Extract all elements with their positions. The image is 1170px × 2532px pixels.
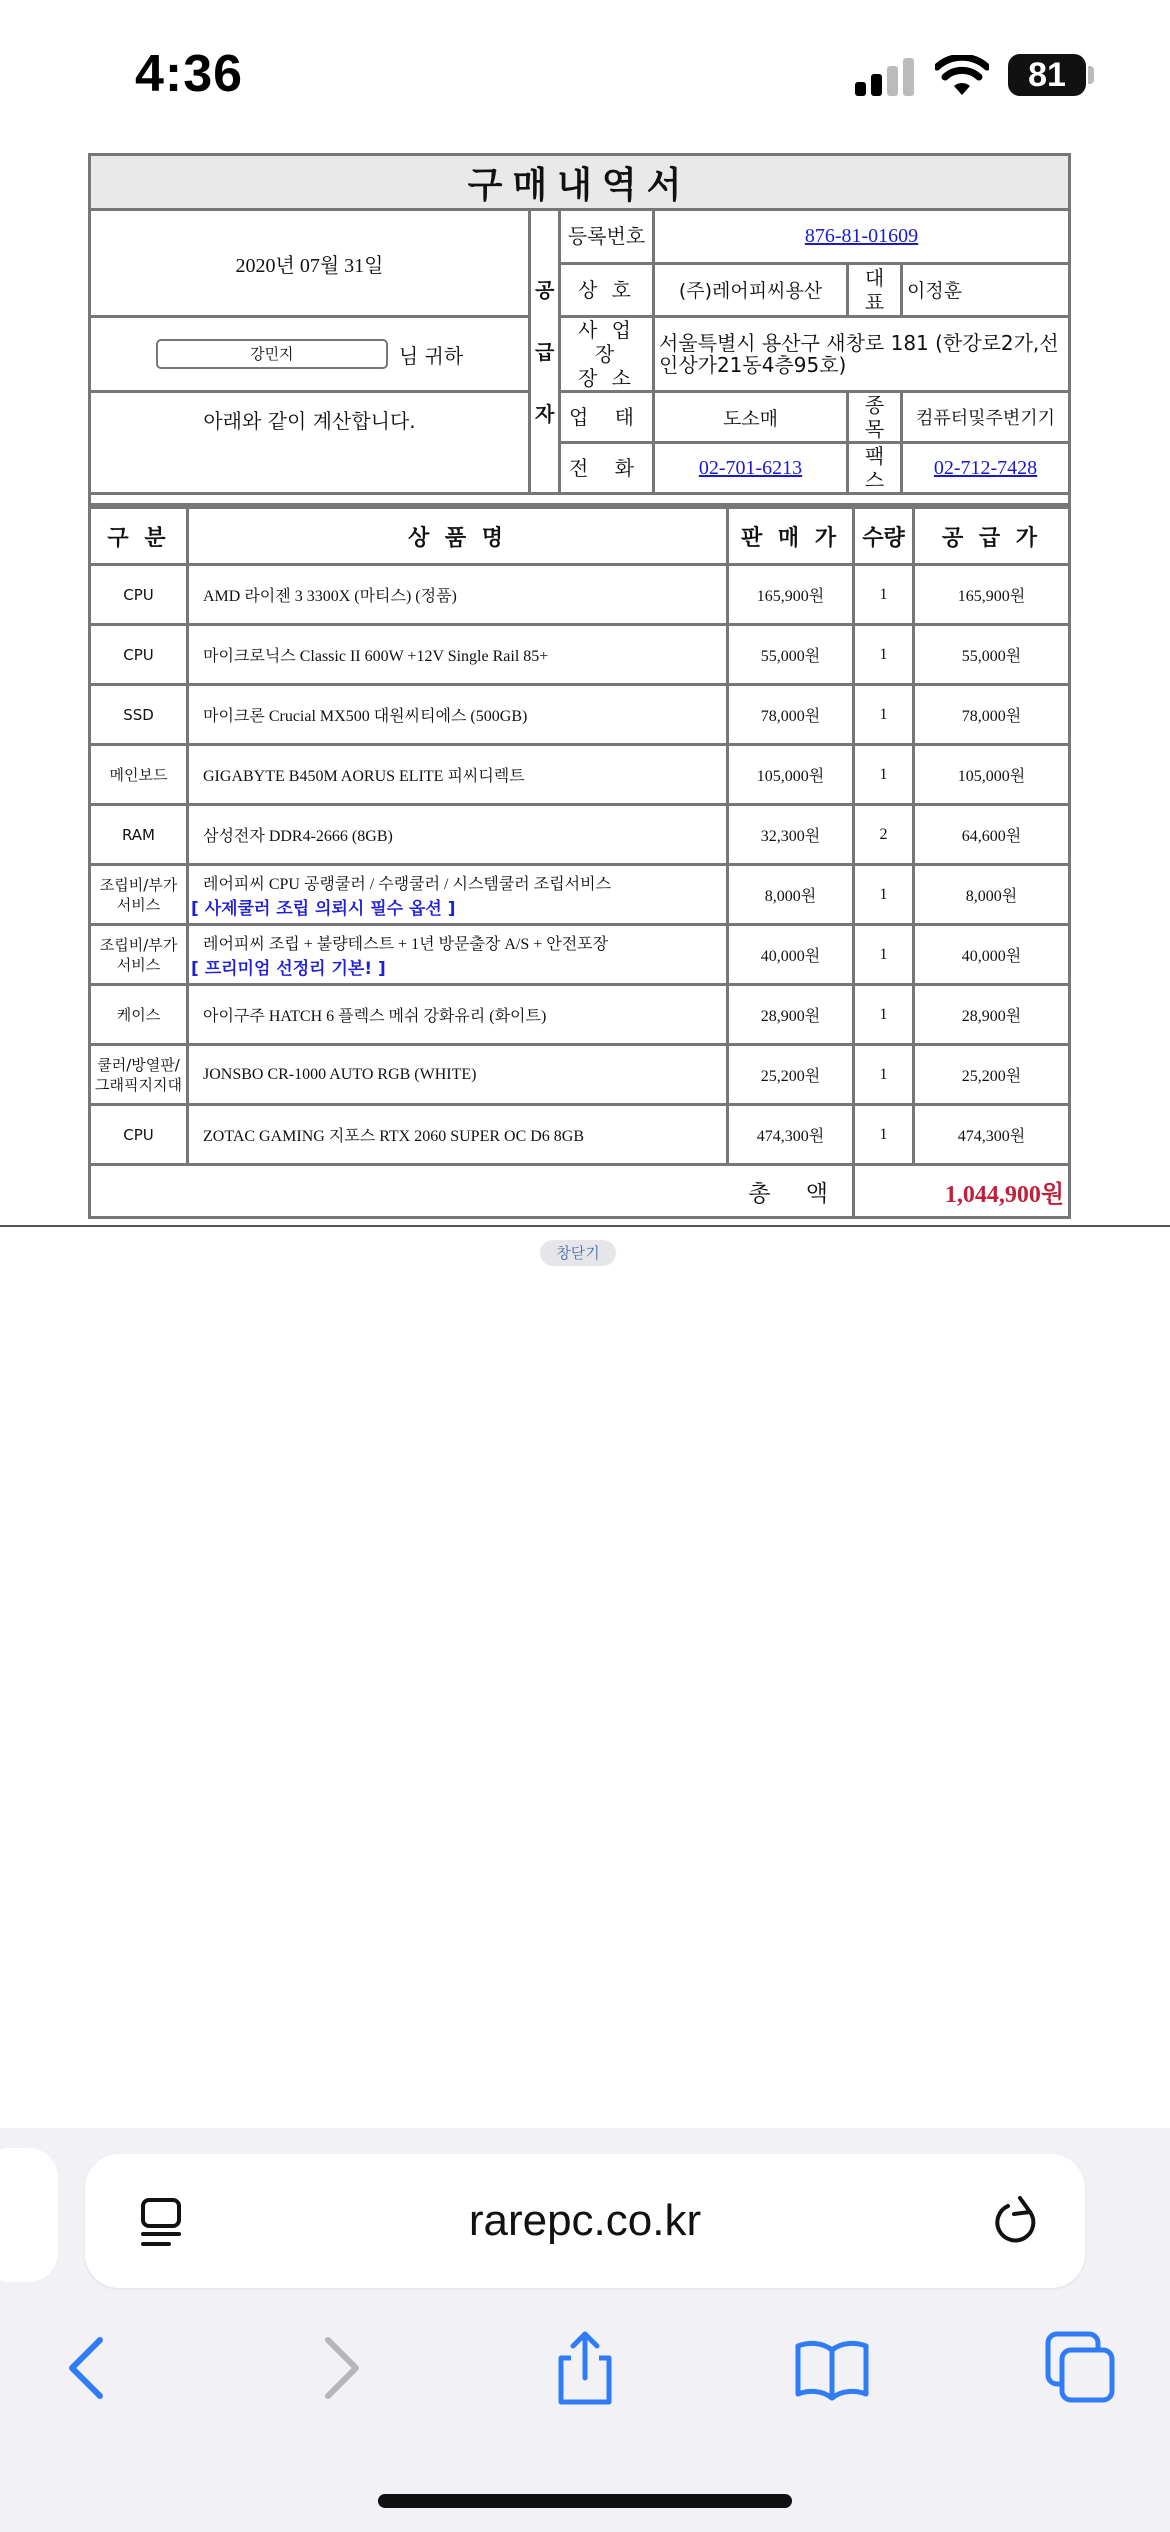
item-name — [188, 925, 728, 985]
item-name-text: 마이크론 Crucial MX500 대원씨티에스 (500GB) — [203, 708, 528, 725]
item-qty: 1 — [854, 685, 914, 745]
table-row — [90, 565, 1070, 625]
item-price: 28,900원 — [728, 985, 854, 1045]
close-window-button[interactable]: 창닫기 — [540, 1240, 616, 1266]
table-row — [90, 745, 1070, 805]
supplier-vertical-label: 공 급 자 — [530, 210, 560, 494]
wifi-icon — [935, 55, 989, 97]
item-supply-price: 25,200원 — [914, 1045, 1070, 1105]
ceo-label: 대 표 — [848, 263, 902, 317]
honorific-text: 님 귀하 — [398, 343, 464, 368]
reg-no-link[interactable]: 876-81-01609 — [654, 210, 1070, 264]
tabs-icon[interactable] — [1040, 2328, 1120, 2408]
address-bar[interactable] — [85, 2154, 1085, 2288]
item-supply-price: 40,000원 — [914, 925, 1070, 985]
item-price: 165,900원 — [728, 565, 854, 625]
item-price: 78,000원 — [728, 685, 854, 745]
purchase-statement — [88, 153, 1068, 1219]
item-qty: 1 — [854, 565, 914, 625]
item-name — [188, 1045, 728, 1105]
item-qty: 2 — [854, 805, 914, 865]
fax-label: 팩 스 — [848, 443, 902, 494]
item-name-text: AMD 라이젠 3 3300X (마티스) (정품) — [203, 588, 457, 605]
item-name-text: JONSBO CR-1000 AUTO RGB (WHITE) — [203, 1065, 477, 1083]
document-title: 구매내역서 — [90, 155, 1070, 210]
table-row — [90, 985, 1070, 1045]
item-supply-price: 64,600원 — [914, 805, 1070, 865]
item-category: CPU — [90, 565, 188, 625]
table-row — [90, 625, 1070, 685]
item-name-text: GIGABYTE B450M AORUS ELITE 피씨디렉트 — [203, 768, 525, 785]
item-name-text: 아이구주 HATCH 6 플렉스 메쉬 강화유리 (화이트) — [203, 1008, 547, 1025]
item-category: 조립비/부가서비스 — [90, 865, 188, 925]
column-category: 구 분 — [90, 508, 188, 565]
total-amount: 1,044,900원 — [854, 1165, 1070, 1218]
table-row — [90, 1105, 1070, 1165]
item-category: RAM — [90, 805, 188, 865]
status-time: 4:36 — [135, 45, 244, 103]
biz-type-label: 업 태 — [560, 392, 654, 443]
battery-icon: 81 — [1008, 54, 1086, 96]
item-category: 쿨러/방열판/그래픽지지대 — [90, 1045, 188, 1105]
fax-link[interactable]: 02-712-7428 — [902, 443, 1070, 494]
biz-item-label: 종 목 — [848, 392, 902, 443]
item-qty: 1 — [854, 745, 914, 805]
customer-name-box: 강민지 — [156, 339, 388, 369]
item-option-note: [ 사제쿨러 조립 의뢰시 필수 옵션 ] — [191, 898, 456, 919]
item-name-text: 레어피씨 조립 + 불량테스트 + 1년 방문출장 A/S + 안전포장 — [203, 935, 609, 953]
column-product-name: 상 품 명 — [188, 508, 728, 565]
share-icon[interactable] — [545, 2328, 625, 2408]
item-name — [188, 985, 728, 1045]
item-price: 40,000원 — [728, 925, 854, 985]
item-supply-price: 55,000원 — [914, 625, 1070, 685]
divider — [90, 494, 1070, 505]
item-name — [188, 745, 728, 805]
item-name-text: 삼성전자 DDR4-2666 (8GB) — [203, 828, 393, 845]
item-supply-price: 78,000원 — [914, 685, 1070, 745]
item-qty: 1 — [854, 1045, 914, 1105]
bookmarks-icon[interactable] — [792, 2328, 872, 2408]
item-name — [188, 1105, 728, 1165]
column-qty: 수량 — [854, 508, 914, 565]
item-supply-price: 8,000원 — [914, 865, 1070, 925]
table-row — [90, 865, 1070, 925]
table-row — [90, 685, 1070, 745]
home-indicator[interactable] — [378, 2494, 792, 2508]
company-name: (주)레어피씨용산 — [654, 263, 848, 317]
item-qty: 1 — [854, 865, 914, 925]
biz-type: 도소매 — [654, 392, 848, 443]
calc-notice: 아래와 같이 계산합니다. — [90, 392, 530, 494]
item-qty: 1 — [854, 925, 914, 985]
page-divider — [0, 1225, 1170, 1227]
forward-icon[interactable] — [300, 2328, 380, 2408]
item-name-text: ZOTAC GAMING 지포스 RTX 2060 SUPER OC D6 8GB — [203, 1128, 585, 1145]
item-price: 55,000원 — [728, 625, 854, 685]
browser-toolbar — [0, 2128, 1170, 2532]
biz-item: 컴퓨터및주변기기 — [902, 392, 1070, 443]
item-qty: 1 — [854, 1105, 914, 1165]
item-price: 32,300원 — [728, 805, 854, 865]
item-category: 메인보드 — [90, 745, 188, 805]
previous-tab-preview[interactable] — [0, 2148, 58, 2282]
item-supply-price: 165,900원 — [914, 565, 1070, 625]
item-name — [188, 805, 728, 865]
customer-row — [90, 317, 530, 392]
item-name — [188, 565, 728, 625]
phone-link[interactable]: 02-701-6213 — [654, 443, 848, 494]
back-icon[interactable] — [48, 2328, 128, 2408]
battery-cap — [1088, 66, 1094, 84]
item-name — [188, 685, 728, 745]
address-label: 사 업 장 장 소 — [560, 317, 654, 392]
column-supply: 공 급 가 — [914, 508, 1070, 565]
item-supply-price: 105,000원 — [914, 745, 1070, 805]
item-price: 474,300원 — [728, 1105, 854, 1165]
statement-date: 2020년 07월 31일 — [90, 210, 530, 317]
item-category: 케이스 — [90, 985, 188, 1045]
status-bar — [0, 0, 1170, 150]
statement-header-table — [88, 153, 1071, 506]
table-row — [90, 805, 1070, 865]
total-label: 총 액 — [90, 1165, 854, 1218]
item-price: 8,000원 — [728, 865, 854, 925]
phone-label: 전 화 — [560, 443, 654, 494]
item-category: 조립비/부가서비스 — [90, 925, 188, 985]
supplier-address: 서울특별시 용산구 새창로 181 (한강로2가,선인상가21동4층95호) — [654, 317, 1070, 392]
company-label: 상 호 — [560, 263, 654, 317]
url-text[interactable]: rarepc.co.kr — [468, 2196, 702, 2245]
item-name-text: 마이크로닉스 Classic II 600W +12V Single Rail 85+ — [203, 648, 549, 665]
item-qty: 1 — [854, 625, 914, 685]
ceo-name: 이정훈 — [902, 263, 1070, 317]
item-qty: 1 — [854, 985, 914, 1045]
item-name-text: 레어피씨 CPU 공랭쿨러 / 수랭쿨러 / 시스템쿨러 조립서비스 — [203, 875, 612, 893]
reload-icon[interactable] — [990, 2194, 1042, 2250]
cellular-signal-icon — [855, 58, 917, 96]
item-name — [188, 865, 728, 925]
reg-no-label: 등록번호 — [560, 210, 654, 264]
item-supply-price: 28,900원 — [914, 985, 1070, 1045]
item-supply-price: 474,300원 — [914, 1105, 1070, 1165]
item-price: 25,200원 — [728, 1045, 854, 1105]
item-category: CPU — [90, 1105, 188, 1165]
item-option-note: [ 프리미엄 선정리 기본! ] — [191, 958, 386, 979]
table-row — [90, 1045, 1070, 1105]
column-price: 판 매 가 — [728, 508, 854, 565]
items-table — [88, 506, 1071, 1219]
item-name — [188, 625, 728, 685]
table-row — [90, 925, 1070, 985]
item-price: 105,000원 — [728, 745, 854, 805]
item-category: SSD — [90, 685, 188, 745]
item-category: CPU — [90, 625, 188, 685]
